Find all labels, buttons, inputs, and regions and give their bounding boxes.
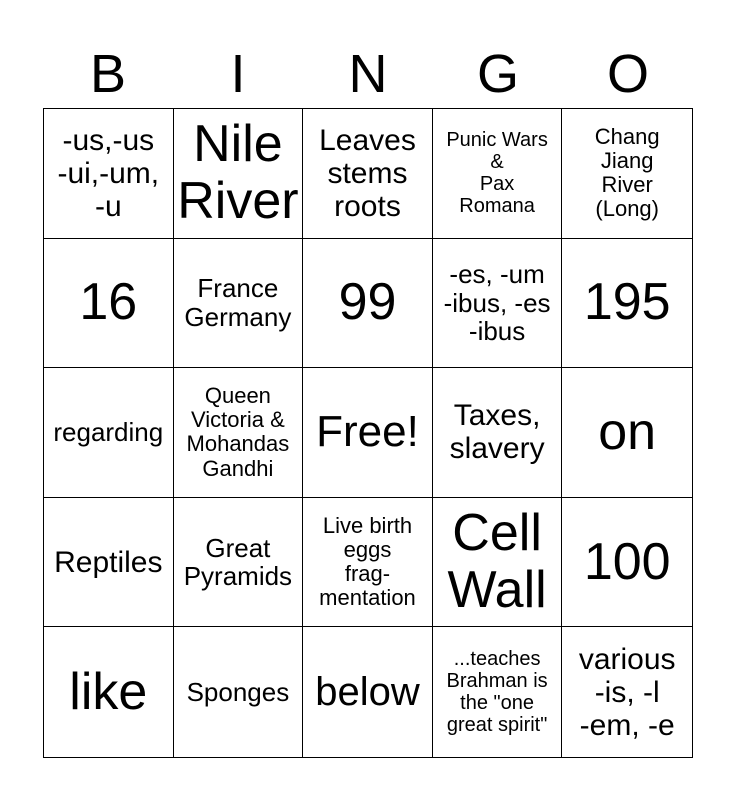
bingo-cell-r1-c2[interactable]: Nile River [174,109,304,239]
bingo-cell-r5-c2[interactable]: Sponges [174,627,304,757]
bingo-cell-r4-c4[interactable]: Cell Wall [433,498,563,628]
header-letter-g: G [476,44,519,104]
header-letter-b: B [89,44,127,104]
bingo-cell-r3-c2[interactable]: Queen Victoria & Mohandas Gandhi [174,368,304,498]
bingo-card [43,108,693,758]
bingo-cell-r4-c1[interactable]: Reptiles [44,498,174,628]
bingo-cell-r1-c5[interactable]: Chang Jiang River (Long) [562,109,692,239]
bingo-cell-r5-c3[interactable]: below [303,627,433,757]
bingo-cell-r2-c2[interactable]: France Germany [174,239,304,369]
header-letter-n: N [348,44,388,104]
bingo-cell-r3-c5[interactable]: on [562,368,692,498]
bingo-cell-r1-c3[interactable]: Leaves stems roots [303,109,433,239]
bingo-cell-r3-c3[interactable]: Free! [303,368,433,498]
bingo-cell-r2-c1[interactable]: 16 [44,239,174,369]
header-letter-o: O [606,44,649,104]
bingo-header [43,40,693,108]
bingo-cell-r4-c2[interactable]: Great Pyramids [174,498,304,628]
bingo-cell-r2-c5[interactable]: 195 [562,239,692,369]
bingo-cell-r5-c4[interactable]: ...teaches Brahman is the "one great spirit" [433,627,563,757]
bingo-cell-r5-c5[interactable]: various -is, -l -em, -e [578,642,676,742]
bingo-cell-r4-c3[interactable]: Live birth eggs frag- mentation [303,498,433,628]
bingo-cell-r4-c5[interactable]: 100 [562,498,692,628]
bingo-cell-r2-c4[interactable]: -es, -um -ibus, -es -ibus [433,239,563,369]
bingo-cell-r1-c1[interactable]: -us,-us -ui,-um, -u [44,109,174,239]
bingo-cell-r3-c4[interactable]: Taxes, slavery [433,368,563,498]
bingo-cell-r3-c1[interactable]: regarding [44,368,174,498]
bingo-cell-r2-c3[interactable]: 99 [303,239,433,369]
header-letter-i: I [230,44,246,104]
bingo-cell-r1-c4[interactable]: Punic Wars & Pax Romana [433,109,563,239]
bingo-cell-r5-c1[interactable]: like [44,627,174,757]
